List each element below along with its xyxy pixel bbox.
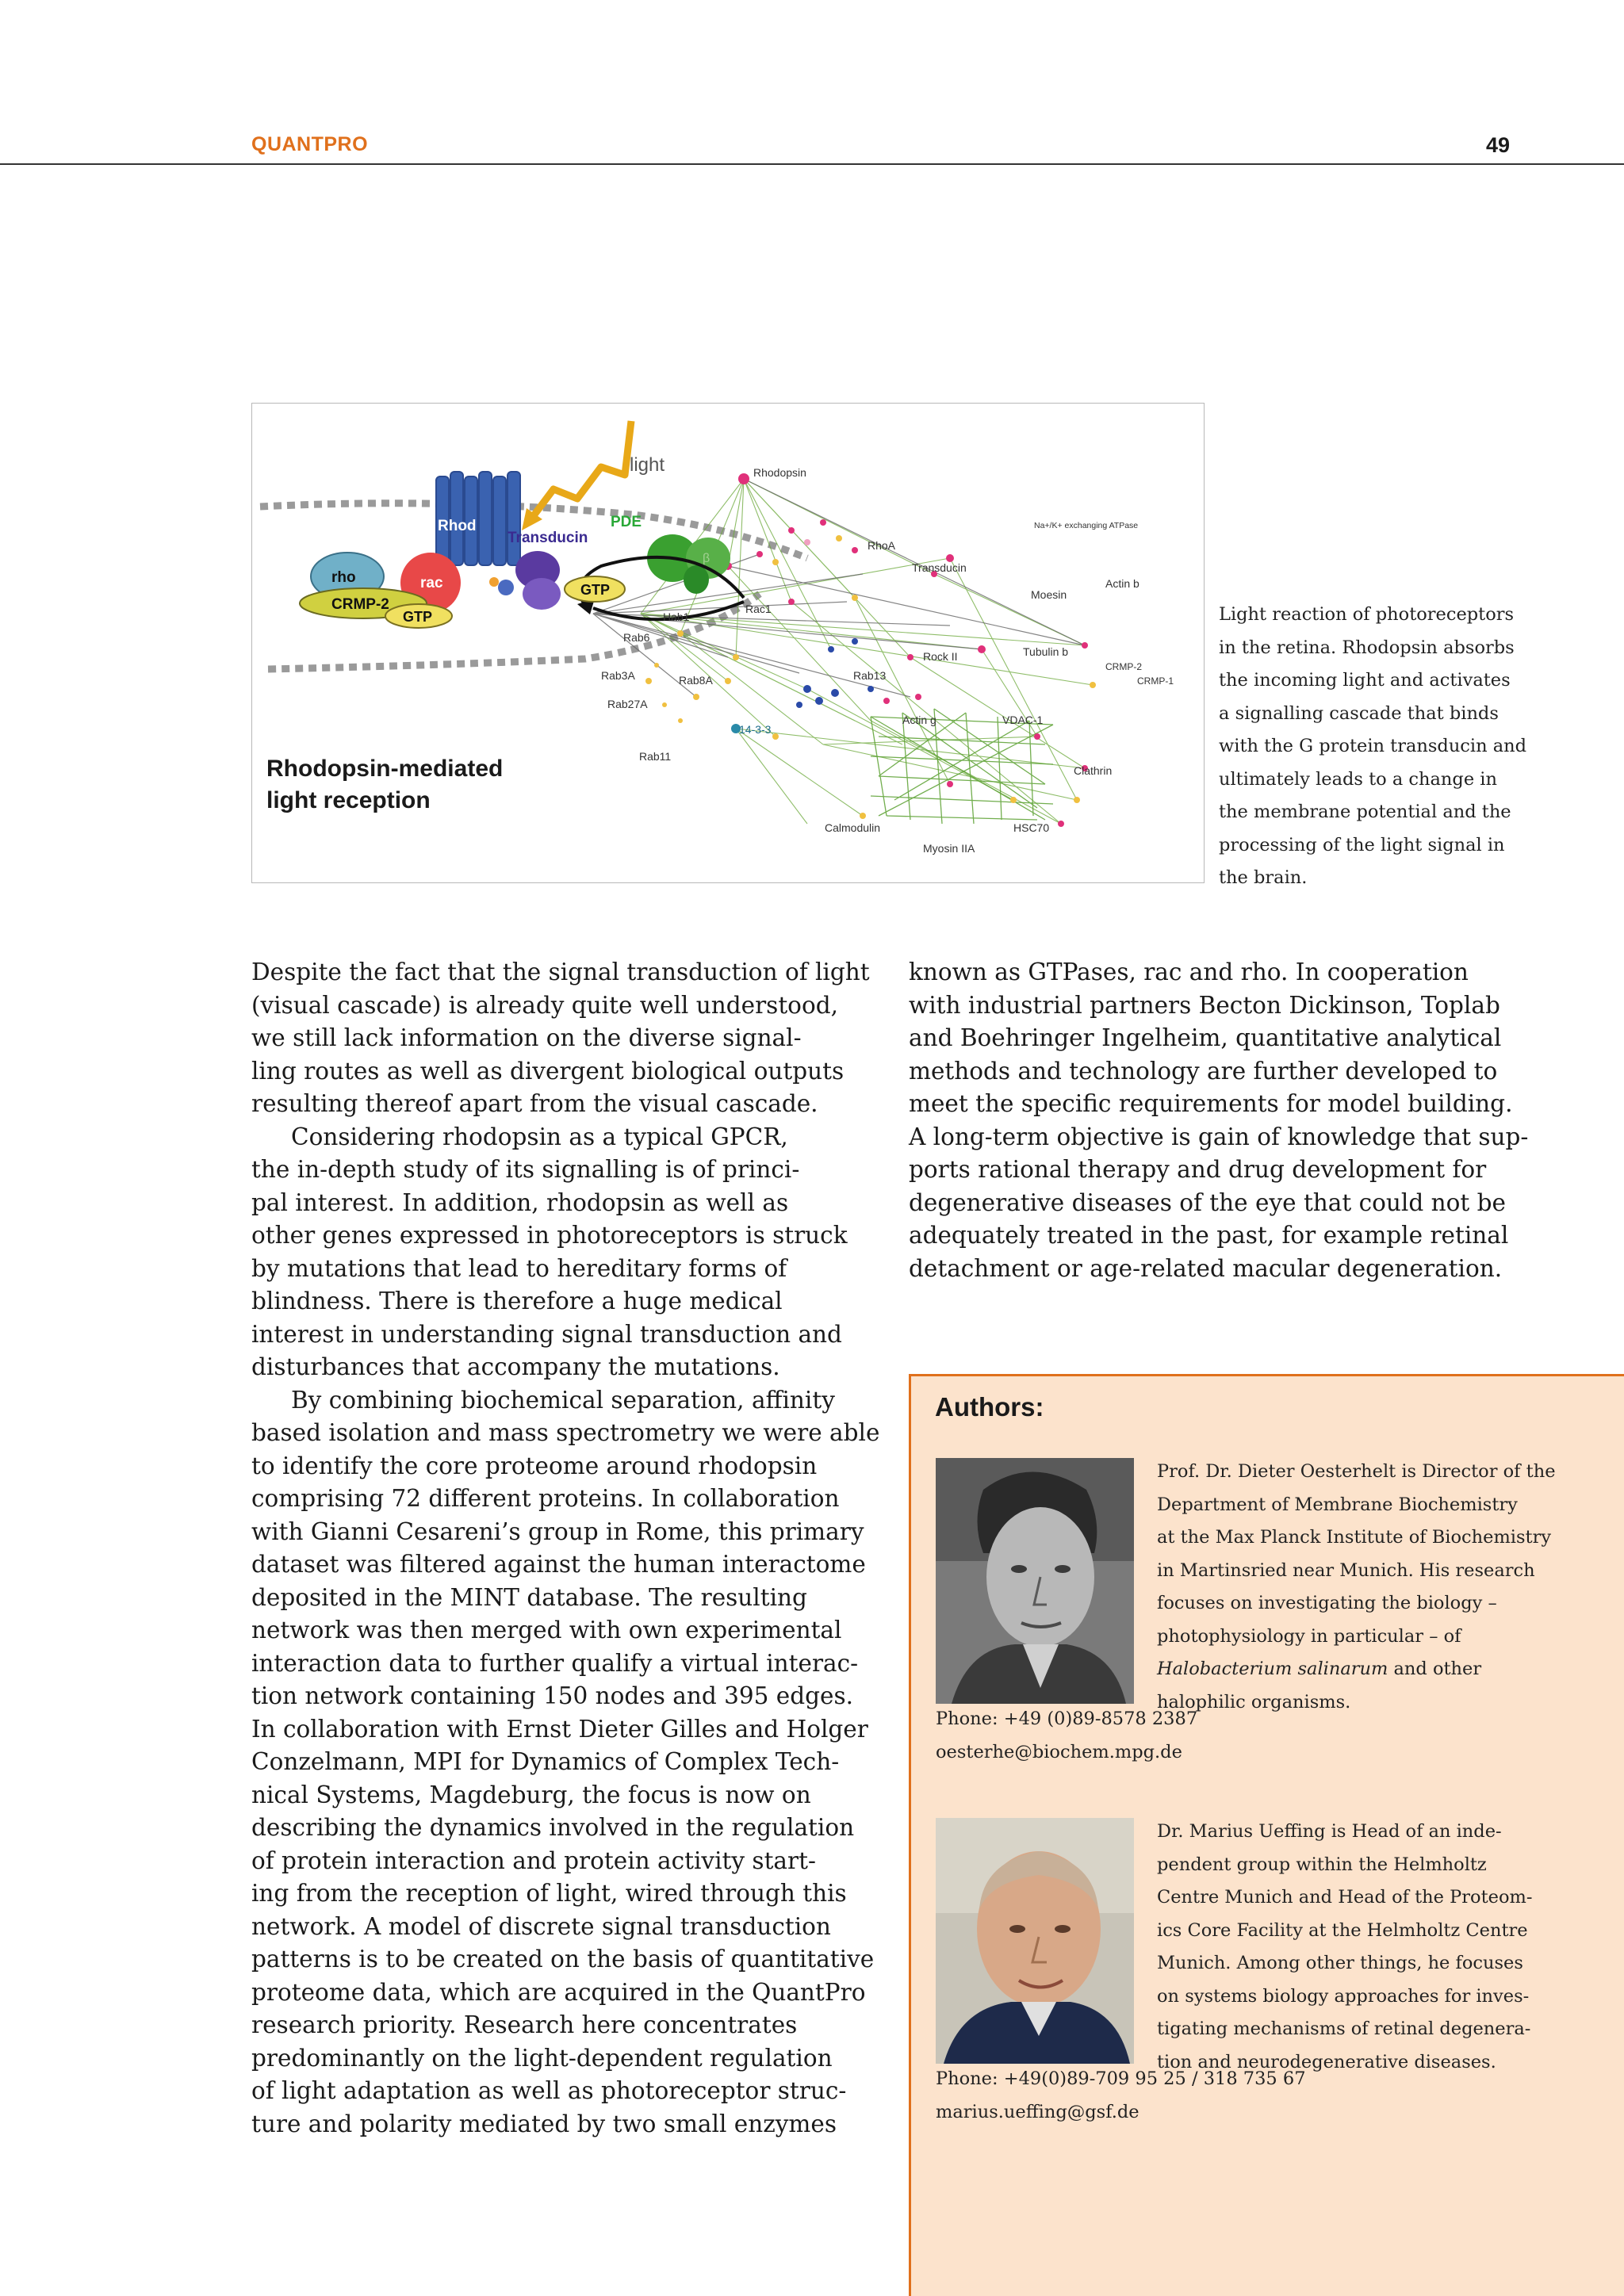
body-line: disturbances that accompany the mutations. — [251, 1353, 780, 1380]
author1-contact — [936, 1703, 1197, 1769]
body-line: By combining biochemical separation, affinity — [291, 1386, 835, 1414]
body-column-left — [251, 956, 880, 2141]
pde-label: PDE — [611, 514, 642, 530]
bio-line: Centre Munich and Head of the Proteom- — [1157, 1887, 1533, 1908]
node-label-crmp1: CRMP-1 — [1137, 675, 1174, 687]
body-line: proteome data, which are acquired in the QuantPro — [251, 1978, 866, 2006]
body-line: interaction data to further qualify a virtual interac- — [251, 1649, 859, 1677]
body-line: resulting thereof apart from the visual cascade. — [251, 1090, 818, 1117]
pde-subunit-3 — [684, 565, 709, 594]
beta-label: β — [703, 552, 710, 565]
node-label-rhoa: RhoA — [868, 539, 896, 552]
body-line: with Gianni Cesareni’s group in Rome, this primary — [251, 1517, 864, 1545]
bio-line: focuses on investigating the biology – — [1157, 1593, 1497, 1613]
node-label-rock2: Rock II — [923, 650, 958, 663]
bio-line: tion and neurodegenerative diseases. — [1157, 2051, 1496, 2072]
bio-line: halophilic organisms. — [1157, 1691, 1351, 1712]
figure-illustration — [252, 404, 1204, 882]
caption-line: with the G protein transducin and — [1219, 736, 1527, 756]
small-blue-dot — [498, 580, 514, 595]
signal-lines — [593, 479, 1085, 697]
node-label-crmp2: CRMP-2 — [1105, 661, 1143, 672]
bio-line: photophysiology in particular – of — [1157, 1625, 1461, 1647]
body-line: describing the dynamics involved in the regulation — [251, 1814, 855, 1841]
caption-line: in the retina. Rhodopsin absorbs — [1219, 637, 1515, 658]
gtp-right-label: GTP — [580, 582, 611, 598]
body-line: pal interest. In addition, rhodopsin as well as — [251, 1188, 789, 1216]
body-line: adequately treated in the past, for example retinal — [909, 1222, 1509, 1249]
body-line: of light adaptation as well as photoreceptor struc- — [251, 2077, 847, 2104]
body-line: tion network containing 150 nodes and 395 edges. — [251, 1682, 853, 1709]
node-label-na-k-atpase: Na+/K+ exchanging ATPase — [1034, 521, 1139, 530]
figure-title-line1: Rhodopsin-mediated — [266, 756, 504, 782]
node-label-moesin: Moesin — [1031, 588, 1067, 601]
rac-label: rac — [420, 575, 443, 591]
header-divider — [0, 163, 1624, 165]
node-label-myosin: Myosin IIA — [923, 842, 975, 855]
caption-line: Light reaction of photoreceptors — [1219, 604, 1515, 625]
node-label-14-3-3: 14-3-3 — [739, 723, 772, 736]
author2-portrait — [936, 1818, 1134, 2064]
body-line: known as GTPases, rac and rho. In cooperation — [909, 959, 1469, 985]
author2-photo — [936, 1818, 1134, 2064]
author2-phone: Phone: +49(0)89-709 95 25 / 318 735 67 — [936, 2068, 1306, 2089]
author2-bio — [1157, 1816, 1533, 2079]
gtp-left-label: GTP — [403, 609, 433, 625]
node-label-rab8a: Rab8A — [679, 674, 713, 687]
node-label-calmodulin: Calmodulin — [825, 821, 881, 834]
rhodopsin-figure — [251, 403, 1205, 883]
bio-line: ics Core Facility at the Helmholtz Centre — [1157, 1919, 1528, 1941]
body-line: methods and technology are further developed to — [909, 1057, 1498, 1085]
bio-line: at the Max Planck Institute of Biochemistry — [1157, 1527, 1552, 1548]
bio-fragment: and other — [1388, 1659, 1482, 1679]
author1-photo — [936, 1458, 1134, 1704]
body-line: ling routes as well as divergent biological outputs — [251, 1057, 845, 1085]
node-label-hab1: Hab1 — [663, 610, 690, 623]
node-label-rab11: Rab11 — [639, 750, 672, 763]
body-line: In collaboration with Ernst Dieter Gilles and Holger — [251, 1715, 868, 1743]
figure-caption — [1219, 599, 1527, 895]
caption-line: a signalling cascade that binds — [1219, 702, 1499, 724]
caption-line: ultimately leads to a change in — [1219, 768, 1497, 790]
node-label-rab3a: Rab3A — [601, 669, 635, 682]
bio-line: Dr. Marius Ueffing is Head of an inde- — [1157, 1821, 1502, 1842]
body-line: (visual cascade) is already quite well understood, — [251, 991, 838, 1019]
body-line: we still lack information on the diverse signal- — [251, 1024, 802, 1051]
body-line: network. A model of discrete signal transduction — [251, 1912, 831, 1940]
rho-label: rho — [331, 569, 356, 586]
node-label-clathrin: Clathrin — [1074, 764, 1113, 777]
node-label-rab27a: Rab27A — [607, 698, 648, 710]
bio-line-italic — [1157, 1653, 1530, 1686]
body-line: predominantly on the light-dependent regulation — [251, 2044, 833, 2072]
body-line: ture and polarity mediated by two small enzymes — [251, 2110, 837, 2137]
bio-line: Prof. Dr. Dieter Oesterhelt is Director of the — [1157, 1461, 1556, 1482]
body-line: dataset was filtered against the human interactome — [251, 1551, 866, 1578]
body-line: the in-depth study of its signalling is of princi- — [251, 1156, 800, 1183]
author1-bio — [1157, 1456, 1556, 1719]
author2-email[interactable]: marius.ueffing@gsf.de — [936, 2101, 1139, 2122]
body-line: research priority. Research here concentrates — [251, 2011, 798, 2038]
small-orange-dot — [489, 577, 499, 587]
node-label-rac1: Rac1 — [745, 603, 772, 615]
body-line: by mutations that lead to hereditary forms of — [251, 1254, 787, 1282]
node-label-actin-b: Actin b — [1105, 577, 1139, 590]
body-line: degenerative diseases of the eye that could not be — [909, 1188, 1506, 1216]
page-number: 49 — [1485, 133, 1510, 157]
node-label-rab13: Rab13 — [853, 669, 887, 682]
light-label: light — [630, 454, 665, 476]
body-line: meet the specific requirements for model building. — [909, 1090, 1513, 1117]
body-line: ports rational therapy and drug development for — [909, 1156, 1487, 1183]
body-line: patterns is to be created on the basis of quantitative — [251, 1946, 875, 1973]
bio-line: Department of Membrane Biochemistry — [1157, 1494, 1518, 1515]
rhod-label: Rhod — [438, 518, 477, 534]
node-label-rhodopsin: Rhodopsin — [753, 466, 806, 479]
caption-line: processing of the light signal in — [1219, 834, 1505, 855]
caption-line: the incoming light and activates — [1219, 670, 1511, 691]
body-line: nical Systems, Magdeburg, the focus is now on — [251, 1781, 811, 1808]
body-line: Despite the fact that the signal transduction of light — [251, 959, 870, 985]
transducin-label: Transducin — [508, 530, 588, 546]
body-line: interest in understanding signal transduction and — [251, 1320, 842, 1348]
body-line: Considering rhodopsin as a typical GPCR, — [291, 1123, 788, 1150]
light-ray — [530, 421, 631, 521]
node-label-tubulin-b: Tubulin b — [1023, 645, 1069, 658]
caption-line: the brain. — [1219, 867, 1308, 888]
bio-line: tigating mechanisms of retinal degenera- — [1157, 2019, 1531, 2039]
body-line: to identify the core proteome around rhodopsin — [251, 1452, 818, 1479]
bio-line: in Martinsried near Munich. His research — [1157, 1559, 1535, 1581]
node-label-rab6: Rab6 — [623, 631, 650, 644]
node-label-actin-g: Actin g — [902, 714, 936, 726]
author1-phone: Phone: +49 (0)89-8578 2387 — [936, 1709, 1198, 1729]
author2-contact — [936, 2063, 1306, 2129]
transducin-gamma — [523, 578, 561, 610]
body-line: A long-term objective is gain of knowledge that sup- — [909, 1123, 1529, 1150]
body-line: network was then merged with own experimental — [251, 1617, 842, 1644]
author1-portrait — [936, 1458, 1134, 1704]
authors-box — [909, 1374, 1624, 2296]
body-line: blindness. There is therefore a huge medical — [251, 1288, 783, 1314]
body-line: and Boehringer Ingelheim, quantitative analytical — [909, 1024, 1502, 1051]
figure-title-line2: light reception — [266, 787, 431, 813]
body-line: detachment or age-related macular degeneration. — [909, 1254, 1503, 1282]
bio-line: pendent group within the Helmholtz — [1157, 1854, 1487, 1875]
bio-line: Munich. Among other things, he focuses — [1157, 1953, 1523, 1973]
species-name: Halobacterium salinarum — [1157, 1659, 1388, 1679]
body-line: comprising 72 different proteins. In collaboration — [251, 1485, 840, 1512]
node-label-vdac1: VDAC-1 — [1002, 714, 1044, 726]
section-header: QUANTPRO — [251, 133, 369, 155]
node-label-hsc70: HSC70 — [1013, 821, 1050, 834]
body-line: other genes expressed in photoreceptors is struck — [251, 1222, 848, 1249]
body-line: Conzelmann, MPI for Dynamics of Complex Tech- — [251, 1748, 840, 1775]
crmp2-label: CRMP-2 — [331, 596, 389, 613]
body-line: with industrial partners Becton Dickinson, Toplab — [909, 991, 1500, 1019]
body-column-right — [909, 956, 1527, 1285]
authors-title: Authors: — [935, 1392, 1044, 1422]
body-line: of protein interaction and protein activity start- — [251, 1846, 816, 1874]
body-line: deposited in the MINT database. The resulting — [251, 1583, 807, 1611]
body-line: ing from the reception of light, wired through this — [251, 1880, 847, 1907]
author1-email[interactable]: oesterhe@biochem.mpg.de — [936, 1741, 1182, 1762]
caption-line: the membrane potential and the — [1219, 802, 1511, 822]
body-line: based isolation and mass spectrometry we were able — [251, 1419, 880, 1446]
bio-line: on systems biology approaches for inves- — [1157, 1985, 1530, 2007]
node-label-transducin: Transducin — [912, 561, 967, 574]
